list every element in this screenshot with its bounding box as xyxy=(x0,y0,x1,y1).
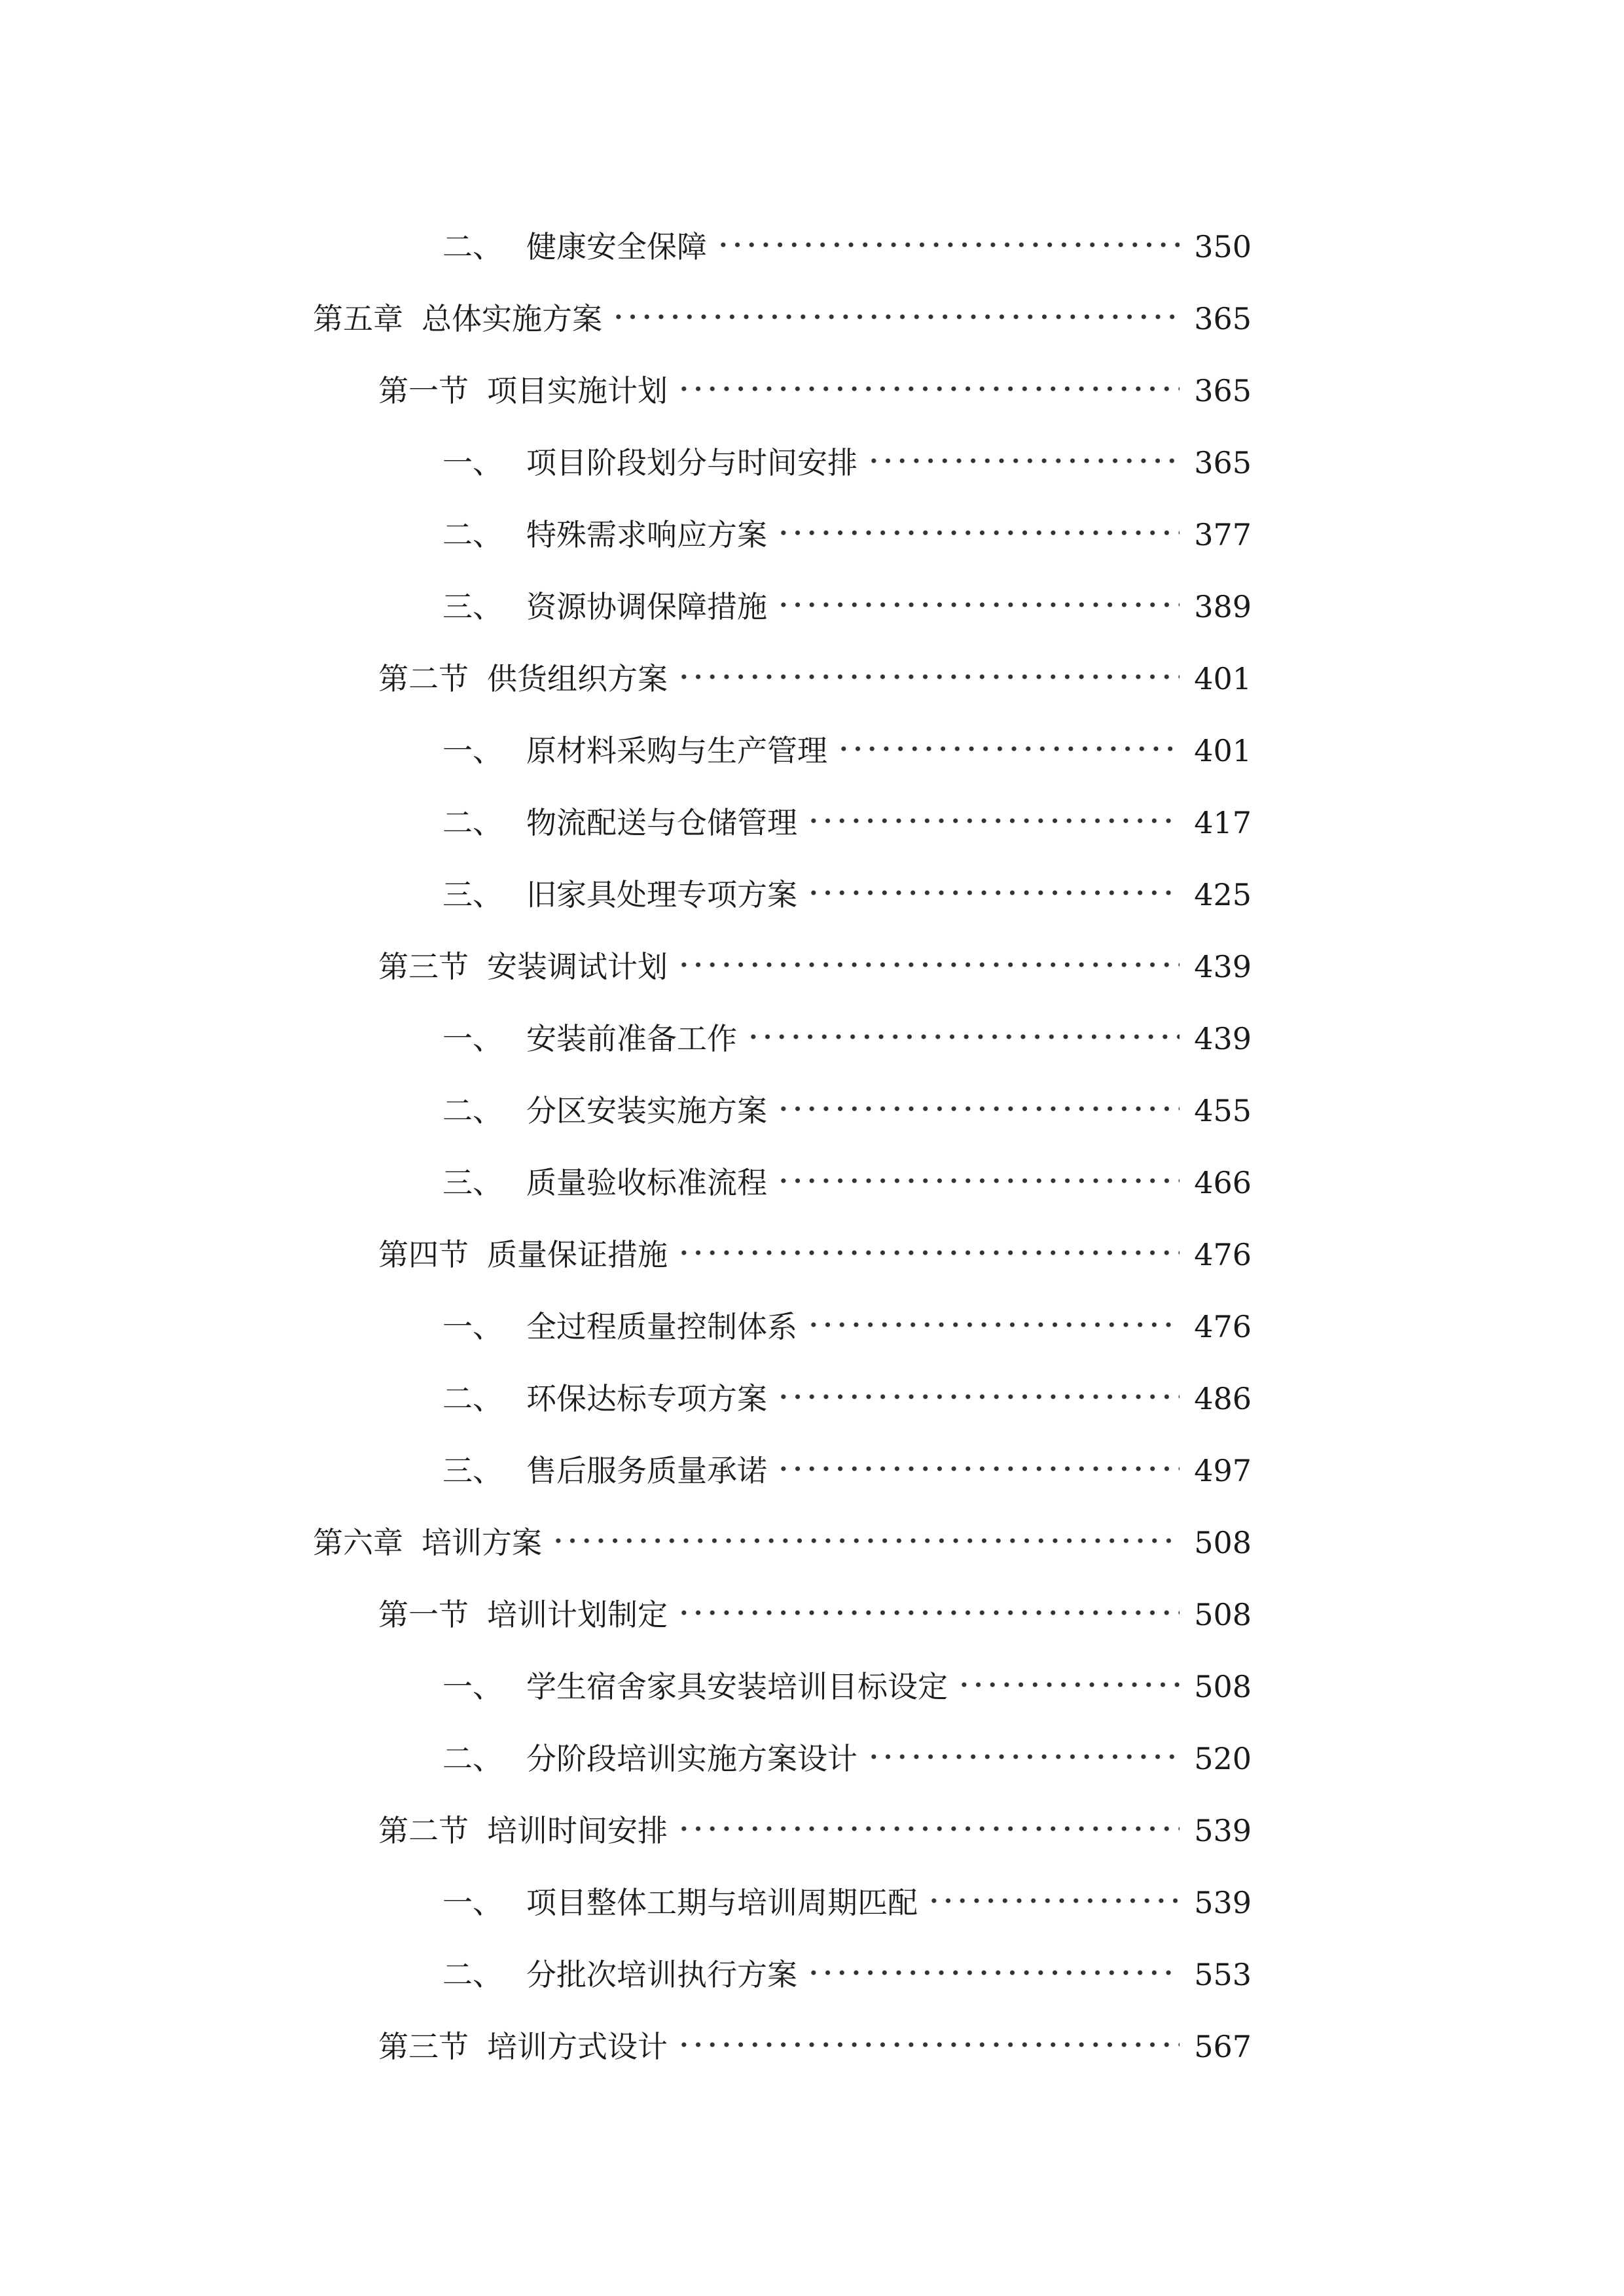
toc-entry-page-number: 365 xyxy=(1194,373,1252,408)
toc-entry-item[interactable] xyxy=(0,1066,1624,1138)
toc-entry-number: 二、 xyxy=(442,1381,503,1416)
toc-entry-line xyxy=(442,1138,1252,1200)
dot-leader xyxy=(677,1786,1180,1841)
toc-entry-page-number: 486 xyxy=(1194,1381,1252,1416)
toc-entry-line xyxy=(378,634,1252,696)
toc-entry-number: 第六章 xyxy=(313,1525,403,1560)
toc-entry-item[interactable] xyxy=(0,850,1624,922)
toc-entry-number: 二、 xyxy=(442,1957,503,1992)
toc-entry-page-number: 520 xyxy=(1194,1741,1252,1776)
toc-entry-number: 第二节 xyxy=(378,661,469,696)
toc-entry-line xyxy=(313,1498,1252,1560)
toc-entry-page-number: 553 xyxy=(1194,1957,1252,1992)
toc-entry-line xyxy=(442,418,1252,480)
toc-entry-page-number: 401 xyxy=(1194,733,1252,768)
toc-entry-line xyxy=(442,490,1252,552)
toc-entry-line xyxy=(442,1426,1252,1488)
toc-entry-section[interactable] xyxy=(0,922,1624,994)
toc-entry-title: 全过程质量控制体系 xyxy=(526,1309,797,1344)
dot-leader xyxy=(776,562,1180,617)
toc-entry-section[interactable] xyxy=(0,1786,1624,1858)
toc-entry-page-number: 365 xyxy=(1194,445,1252,480)
toc-entry-item[interactable] xyxy=(0,1930,1624,2002)
toc-entry-number: 一、 xyxy=(442,1885,503,1920)
toc-entry-number: 二、 xyxy=(442,1741,503,1776)
dot-leader xyxy=(551,1498,1180,1553)
toc-entry-title: 分阶段培训实施方案设计 xyxy=(526,1741,857,1776)
dot-leader xyxy=(716,202,1180,257)
toc-entry-title: 分批次培训执行方案 xyxy=(526,1957,797,1992)
toc-entry-item[interactable] xyxy=(0,418,1624,490)
toc-entry-title: 安装调试计划 xyxy=(487,949,668,984)
toc-entry-title: 分区安装实施方案 xyxy=(526,1093,767,1128)
toc-entry-item[interactable] xyxy=(0,1858,1624,1930)
toc-entry-item[interactable] xyxy=(0,202,1624,274)
toc-entry-line xyxy=(442,1930,1252,1992)
toc-entry-title: 培训时间安排 xyxy=(487,1813,668,1848)
toc-entry-number: 三、 xyxy=(442,1453,503,1488)
toc-entry-section[interactable] xyxy=(0,1210,1624,1282)
dot-leader xyxy=(806,1282,1180,1337)
toc-entry-section[interactable] xyxy=(0,1570,1624,1642)
toc-entry-page-number: 350 xyxy=(1194,229,1252,264)
toc-entry-number: 第四节 xyxy=(378,1237,469,1272)
toc-entry-number: 二、 xyxy=(442,517,503,552)
toc-entry-item[interactable] xyxy=(0,1714,1624,1786)
toc-entry-page-number: 439 xyxy=(1194,949,1252,984)
toc-entry-item[interactable] xyxy=(0,994,1624,1066)
toc-entry-title: 培训方式设计 xyxy=(487,2029,668,2064)
dot-leader xyxy=(677,1210,1180,1265)
toc-entry-number: 一、 xyxy=(442,1021,503,1056)
toc-entry-chapter[interactable] xyxy=(0,1498,1624,1570)
toc-entry-number: 第一节 xyxy=(378,373,469,408)
dot-leader xyxy=(677,346,1180,401)
toc-entry-page-number: 417 xyxy=(1194,805,1252,840)
toc-entry-item[interactable] xyxy=(0,562,1624,634)
toc-entry-title: 项目整体工期与培训周期匹配 xyxy=(526,1885,918,1920)
dot-leader xyxy=(806,1930,1180,1985)
toc-entry-line xyxy=(442,1642,1252,1704)
dot-leader xyxy=(927,1858,1180,1913)
toc-entry-item[interactable] xyxy=(0,1354,1624,1426)
toc-entry-page-number: 466 xyxy=(1194,1165,1252,1200)
dot-leader xyxy=(776,1138,1180,1193)
toc-entry-page-number: 455 xyxy=(1194,1093,1252,1128)
dot-leader xyxy=(837,706,1180,761)
toc-entry-item[interactable] xyxy=(0,706,1624,778)
toc-entry-title: 供货组织方案 xyxy=(487,661,668,696)
toc-entry-page-number: 476 xyxy=(1194,1237,1252,1272)
toc-entry-title: 培训方案 xyxy=(422,1525,542,1560)
toc-entry-number: 三、 xyxy=(442,589,503,624)
toc-entry-line xyxy=(378,1786,1252,1848)
toc-entry-title: 质量验收标准流程 xyxy=(526,1165,767,1200)
toc-entry-line xyxy=(313,274,1252,336)
dot-leader xyxy=(806,850,1180,905)
dot-leader xyxy=(806,778,1180,833)
dot-leader xyxy=(677,922,1180,977)
toc-entry-page-number: 539 xyxy=(1194,1813,1252,1848)
toc-entry-title: 物流配送与仓储管理 xyxy=(526,805,797,840)
toc-entry-title: 原材料采购与生产管理 xyxy=(526,733,827,768)
toc-entry-line xyxy=(378,1210,1252,1272)
toc-entry-line xyxy=(442,202,1252,264)
toc-entry-page-number: 539 xyxy=(1194,1885,1252,1920)
dot-leader xyxy=(677,634,1180,689)
toc-entry-number: 第五章 xyxy=(313,301,403,336)
toc-entry-number: 一、 xyxy=(442,1309,503,1344)
toc-entry-page-number: 476 xyxy=(1194,1309,1252,1344)
toc-entry-page-number: 365 xyxy=(1194,301,1252,336)
dot-leader xyxy=(776,1426,1180,1481)
toc-entry-title: 学生宿舍家具安装培训目标设定 xyxy=(526,1669,948,1704)
toc-entry-line xyxy=(378,922,1252,984)
toc-entry-title: 项目实施计划 xyxy=(487,373,668,408)
toc-entry-number: 第三节 xyxy=(378,2029,469,2064)
toc-entry-line xyxy=(442,562,1252,624)
toc-entry-page-number: 389 xyxy=(1194,589,1252,624)
toc-entry-page-number: 439 xyxy=(1194,1021,1252,1056)
toc-entry-title: 特殊需求响应方案 xyxy=(526,517,767,552)
dot-leader xyxy=(867,418,1180,473)
dot-leader xyxy=(867,1714,1180,1769)
toc-entry-line xyxy=(378,2002,1252,2064)
toc-entry-number: 二、 xyxy=(442,805,503,840)
table-of-contents xyxy=(0,202,1624,2074)
toc-entry-line xyxy=(442,850,1252,912)
toc-entry-title: 资源协调保障措施 xyxy=(526,589,767,624)
toc-entry-line xyxy=(442,1066,1252,1128)
toc-entry-number: 三、 xyxy=(442,877,503,912)
toc-entry-line xyxy=(378,1570,1252,1632)
toc-entry-line xyxy=(442,1858,1252,1920)
toc-entry-item[interactable] xyxy=(0,1642,1624,1714)
toc-entry-item[interactable] xyxy=(0,1282,1624,1354)
dot-leader xyxy=(776,1066,1180,1121)
dot-leader xyxy=(677,2002,1180,2057)
toc-entry-title: 质量保证措施 xyxy=(487,1237,668,1272)
dot-leader xyxy=(776,1354,1180,1409)
dot-leader xyxy=(677,1570,1180,1625)
toc-entry-title: 环保达标专项方案 xyxy=(526,1381,767,1416)
toc-entry-number: 第二节 xyxy=(378,1813,469,1848)
toc-entry-line xyxy=(442,1354,1252,1416)
toc-entry-number: 一、 xyxy=(442,1669,503,1704)
toc-entry-title: 安装前准备工作 xyxy=(526,1021,737,1056)
toc-entry-page-number: 508 xyxy=(1194,1597,1252,1632)
toc-entry-page-number: 425 xyxy=(1194,877,1252,912)
toc-entry-chapter[interactable] xyxy=(0,274,1624,346)
toc-entry-title: 旧家具处理专项方案 xyxy=(526,877,797,912)
toc-entry-title: 项目阶段划分与时间安排 xyxy=(526,445,857,480)
toc-entry-title: 健康安全保障 xyxy=(526,229,707,264)
toc-entry-page-number: 567 xyxy=(1194,2029,1252,2064)
toc-entry-item[interactable] xyxy=(0,490,1624,562)
toc-entry-section[interactable] xyxy=(0,634,1624,706)
toc-entry-section[interactable] xyxy=(0,346,1624,418)
toc-entry-section[interactable] xyxy=(0,2002,1624,2074)
toc-entry-page-number: 377 xyxy=(1194,517,1252,552)
toc-entry-number: 第三节 xyxy=(378,949,469,984)
toc-entry-item[interactable] xyxy=(0,1426,1624,1498)
dot-leader xyxy=(746,994,1180,1049)
toc-entry-line xyxy=(442,706,1252,768)
toc-entry-item[interactable] xyxy=(0,1138,1624,1210)
toc-entry-line xyxy=(442,994,1252,1056)
dot-leader xyxy=(957,1642,1180,1697)
toc-entry-number: 二、 xyxy=(442,1093,503,1128)
toc-entry-title: 总体实施方案 xyxy=(422,301,602,336)
toc-entry-item[interactable] xyxy=(0,778,1624,850)
toc-entry-number: 一、 xyxy=(442,445,503,480)
dot-leader xyxy=(776,490,1180,545)
toc-entry-line xyxy=(442,778,1252,840)
toc-entry-number: 二、 xyxy=(442,229,503,264)
toc-entry-page-number: 508 xyxy=(1194,1525,1252,1560)
toc-entry-number: 三、 xyxy=(442,1165,503,1200)
toc-entry-line xyxy=(378,346,1252,408)
dot-leader xyxy=(611,274,1180,329)
toc-entry-line xyxy=(442,1714,1252,1776)
toc-entry-title: 培训计划制定 xyxy=(487,1597,668,1632)
toc-entry-page-number: 497 xyxy=(1194,1453,1252,1488)
toc-entry-number: 第一节 xyxy=(378,1597,469,1632)
toc-entry-page-number: 401 xyxy=(1194,661,1252,696)
toc-entry-title: 售后服务质量承诺 xyxy=(526,1453,767,1488)
toc-entry-number: 一、 xyxy=(442,733,503,768)
toc-entry-line xyxy=(442,1282,1252,1344)
toc-entry-page-number: 508 xyxy=(1194,1669,1252,1704)
